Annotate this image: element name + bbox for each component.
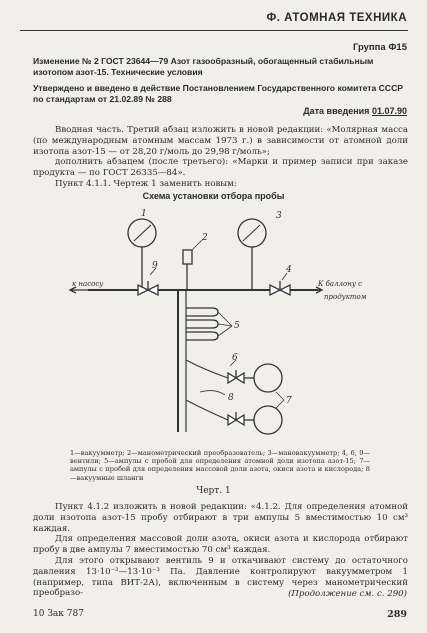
- ampoule-5: [186, 308, 218, 316]
- ampoule-7: [254, 364, 282, 392]
- schema-title: Схема установки отбора пробы: [142, 191, 285, 201]
- label-8: 8: [228, 393, 234, 403]
- paragraph: Для этого открывают вентиль 9 и откачивают систему до остаточного давления 13·10⁻²—13·10⁻³ Па. Давление контролируют вакуумметром 1 (например, типа ВИТ-2А), включенным в систему через манометрический преобразо-: [33, 555, 408, 599]
- paragraph: Для определения массовой доли азота, окиси азота и кислорода отбирают пробу в две ампулы 7 вместимостью 70 см³ каждая.: [33, 534, 408, 556]
- section-header: Ф. АТОМНАЯ ТЕХНИКА: [266, 12, 407, 24]
- valve-4: [270, 285, 280, 295]
- date-value: 01.07.90: [371, 106, 407, 116]
- body-bottom: [33, 502, 408, 599]
- approval-statement: Утверждено и введено в действие Постановлением Государственного комитета СССР по стандартам от 21.02.89 № 288: [33, 83, 404, 104]
- ampoule-7: [254, 406, 282, 434]
- paragraph: дополнить абзацем (после третьего): «Марки и пример записи при заказе продукта — по ГОСТ 26335—84».: [33, 157, 408, 179]
- label-3: 3: [276, 211, 282, 221]
- body-top: [33, 125, 408, 190]
- leader-line: [192, 240, 202, 250]
- page-number: 289: [387, 609, 407, 620]
- paragraph: Пункт 4.1.2 изложить в новой редакции: «4.1.2. Для определения атомной доли изотопа азот-15 пробу отбирают в три ампулы 5 вместимостью 10 см³ каждая.: [33, 502, 408, 534]
- label-1: 1: [141, 209, 147, 219]
- header-rule: [20, 30, 408, 31]
- label-9: 9: [152, 261, 158, 271]
- continued-note: (Продолжение см. с. 290): [288, 589, 407, 599]
- label-cylinder-line2: продуктом: [324, 293, 367, 301]
- valve-9: [138, 285, 148, 295]
- label-7: 7: [286, 396, 292, 406]
- figure-caption: 1—вакуумметр; 2—манометрический преобразователь; 3—мановакуумметр; 4, 6, 9—вентили; 5—ампулы с пробой для определения атомной доли изотопа азот-15; 7—ампулы с пробой для определения массовой доли азота, окиси азота и кислорода; 8—вакуумные шланги: [70, 449, 370, 482]
- paragraph: Пункт 4.1.1. Чертеж 1 заменить новым:: [55, 178, 237, 189]
- change-title: Изменение № 2 ГОСТ 23644—79 Азот газообразный, обогащенный стабильным изотопом азот-15. Технические условия: [33, 56, 374, 77]
- label-2: 2: [202, 233, 208, 243]
- effective-date: [303, 106, 407, 116]
- label-6: 6: [232, 353, 238, 363]
- date-label: Дата введения: [303, 106, 370, 116]
- print-order: 10 Зак 787: [33, 609, 84, 619]
- ampoule-5: [186, 320, 218, 328]
- manometric-transducer: [183, 250, 192, 264]
- group-code: Группа Ф15: [352, 42, 407, 53]
- leader-line: [276, 392, 284, 400]
- paragraph: Вводная часть. Третий абзац изложить в новой редакции: «Молярная масса (по международным атомным массам 1973 г.) в зависимости от атомной доли изотопа азот-15 — от 28,20 г/моль до 29,98 г/моль»;: [33, 125, 408, 157]
- label-cylinder-line1: К баллону с: [318, 280, 363, 288]
- label-4: 4: [286, 265, 292, 275]
- label-5: 5: [234, 321, 240, 331]
- gauge-needle: [243, 225, 260, 241]
- vacuum-hose-8: [186, 360, 228, 378]
- vacuum-hose-8: [186, 400, 228, 420]
- sampling-diagram: [0, 203, 427, 448]
- gauge-needle: [134, 225, 151, 241]
- label-to-pump: к насосу: [72, 280, 104, 288]
- figure-label: Черт. 1: [196, 486, 231, 496]
- ampoule-5: [186, 332, 218, 340]
